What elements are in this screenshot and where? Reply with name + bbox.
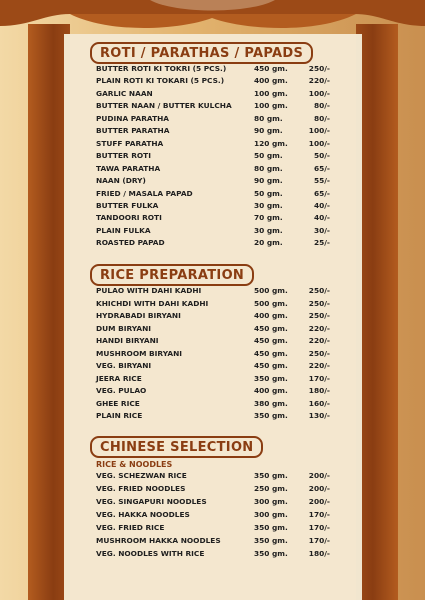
item-name: ROASTED PAPAD [96, 238, 165, 248]
item-name: NAAN (DRY) [96, 176, 146, 186]
menu-item-row [96, 484, 330, 496]
menu-item-row [96, 286, 330, 298]
item-qty: 50 gm. [254, 188, 283, 198]
item-name: VEG. PULAO [96, 386, 147, 395]
item-price: 50/- [313, 151, 330, 161]
item-name: TAWA PARATHA [96, 163, 161, 173]
item-price: 65/- [313, 163, 330, 173]
item-price: 80/- [313, 101, 330, 111]
item-name: HANDI BIRYANI [96, 336, 159, 345]
menu-item-row [96, 497, 330, 509]
item-name: TANDOORI ROTI [96, 213, 162, 223]
menu-item-row [96, 176, 330, 188]
menu-item-row [96, 164, 330, 176]
item-price: 200/- [308, 471, 330, 480]
item-qty: 450 gm. [254, 336, 288, 345]
item-name: PLAIN FULKA [96, 225, 151, 235]
menu-item-row [96, 471, 330, 483]
item-qty: 350 gm. [254, 523, 288, 532]
item-name: VEG. BIRYANI [96, 361, 152, 370]
item-qty: 350 gm. [254, 549, 288, 558]
item-price: 220/- [308, 76, 330, 86]
item-name: GARLIC NAAN [96, 88, 153, 98]
menu-item-row [96, 349, 330, 361]
menu-item-row [96, 536, 330, 548]
menu-item-row [96, 101, 330, 113]
item-qty: 30 gm. [254, 200, 283, 210]
menu-item-row [96, 374, 330, 386]
item-name: STUFF PARATHA [96, 138, 164, 148]
item-name: PULAO WITH DAHI KADHI [96, 286, 202, 295]
subheading-rice-noodles: RICE & NOODLES [96, 460, 173, 469]
item-price: 160/- [308, 398, 330, 408]
item-price: 130/- [308, 411, 330, 420]
item-qty: 350 gm. [254, 411, 288, 420]
item-name: HYDRABADI BIRYANI [96, 311, 181, 320]
menu-item-row [96, 238, 330, 250]
item-name: GHEE RICE [96, 398, 140, 408]
item-price: 100/- [308, 138, 330, 148]
item-name: MUSHROOM BIRYANI [96, 348, 183, 358]
item-price: 40/- [313, 213, 330, 223]
item-name: VEG. SCHEZWAN RICE [96, 471, 187, 480]
item-qty: 500 gm. [254, 298, 288, 308]
menu-item-row [96, 189, 330, 201]
menu-item-row [96, 549, 330, 561]
item-price: 250/- [308, 348, 330, 358]
item-qty: 400 gm. [254, 76, 288, 86]
item-name: VEG. NOODLES WITH RICE [96, 549, 205, 558]
item-qty: 20 gm. [254, 238, 283, 248]
right-pillar [356, 24, 398, 600]
item-qty: 50 gm. [254, 151, 283, 161]
item-name: BUTTER FULKA [96, 200, 159, 210]
item-price: 100/- [308, 88, 330, 98]
menu-item-row [96, 299, 330, 311]
item-qty: 120 gm. [254, 138, 288, 148]
menu-item-row [96, 64, 330, 76]
menu-item-row [96, 399, 330, 411]
item-qty: 100 gm. [254, 101, 288, 111]
item-qty: 450 gm. [254, 323, 288, 333]
item-qty: 350 gm. [254, 536, 288, 545]
item-name: PLAIN ROTI KI TOKARI (5 PCS.) [96, 76, 225, 86]
item-price: 250/- [308, 286, 330, 295]
item-name: VEG. SINGAPURI NOODLES [96, 497, 207, 506]
menu-item-row [96, 226, 330, 238]
item-price: 200/- [308, 497, 330, 506]
item-name: JEERA RICE [96, 373, 142, 383]
item-price: 250/- [308, 298, 330, 308]
item-name: FRIED / MASALA PAPAD [96, 188, 193, 198]
item-qty: 350 gm. [254, 373, 288, 383]
item-price: 250/- [308, 311, 330, 320]
item-price: 65/- [313, 188, 330, 198]
item-qty: 80 gm. [254, 163, 283, 173]
item-price: 250/- [308, 64, 330, 73]
menu-item-row [96, 76, 330, 88]
item-name: PUDINA PARATHA [96, 113, 170, 123]
item-name: BUTTER ROTI [96, 151, 151, 161]
menu-item-row [96, 324, 330, 336]
item-price: 220/- [308, 361, 330, 370]
item-name: VEG. HAKKA NOODLES [96, 510, 190, 519]
item-name: PLAIN RICE [96, 411, 143, 420]
item-price: 180/- [308, 386, 330, 395]
item-qty: 400 gm. [254, 311, 288, 320]
item-price: 170/- [308, 536, 330, 545]
item-price: 220/- [308, 336, 330, 345]
item-qty: 90 gm. [254, 176, 283, 186]
menu-item-row [96, 151, 330, 163]
item-price: 170/- [308, 510, 330, 519]
item-qty: 100 gm. [254, 88, 288, 98]
menu-item-row [96, 411, 330, 423]
item-qty: 380 gm. [254, 398, 288, 408]
item-qty: 350 gm. [254, 471, 288, 480]
menu-item-row [96, 523, 330, 535]
menu-item-row [96, 114, 330, 126]
menu-item-row [96, 213, 330, 225]
item-qty: 400 gm. [254, 386, 288, 395]
item-name: VEG. FRIED RICE [96, 523, 165, 532]
item-price: 30/- [313, 225, 330, 235]
menu-item-row [96, 89, 330, 101]
item-price: 220/- [308, 323, 330, 333]
item-price: 40/- [313, 200, 330, 210]
item-name: DUM BIRYANI [96, 323, 152, 333]
item-price: 55/- [313, 176, 330, 186]
section-title-rice: RICE PREPARATION [90, 264, 254, 286]
item-name: KHICHDI WITH DAHI KADHI [96, 298, 209, 308]
menu-item-row [96, 126, 330, 138]
item-name: BUTTER ROTI KI TOKRI (5 PCS.) [96, 64, 227, 73]
item-name: VEG. FRIED NOODLES [96, 484, 186, 493]
item-price: 100/- [308, 126, 330, 136]
section-title-chinese: CHINESE SELECTION [90, 436, 263, 458]
menu-item-row [96, 311, 330, 323]
section-title-roti: ROTI / PARATHAS / PAPADS [90, 42, 313, 64]
item-qty: 90 gm. [254, 126, 283, 136]
item-price: 80/- [313, 113, 330, 123]
item-price: 25/- [313, 238, 330, 248]
item-qty: 250 gm. [254, 484, 288, 493]
item-qty: 80 gm. [254, 113, 283, 123]
menu-item-row [96, 510, 330, 522]
item-price: 170/- [308, 373, 330, 383]
menu-item-row [96, 361, 330, 373]
menu-item-row [96, 386, 330, 398]
item-qty: 450 gm. [254, 361, 288, 370]
item-qty: 300 gm. [254, 510, 288, 519]
menu-item-row [96, 201, 330, 213]
item-qty: 70 gm. [254, 213, 283, 223]
item-name: BUTTER NAAN / BUTTER KULCHA [96, 101, 232, 111]
right-stripe [356, 34, 362, 600]
item-qty: 30 gm. [254, 225, 283, 235]
item-price: 180/- [308, 549, 330, 558]
item-qty: 500 gm. [254, 286, 288, 295]
item-name: MUSHROOM HAKKA NOODLES [96, 536, 221, 545]
menu-item-row [96, 336, 330, 348]
menu-item-row [96, 139, 330, 151]
item-price: 200/- [308, 484, 330, 493]
item-price: 170/- [308, 523, 330, 532]
item-name: BUTTER PARATHA [96, 126, 170, 136]
item-qty: 450 gm. [254, 348, 288, 358]
item-qty: 450 gm. [254, 64, 288, 73]
item-qty: 300 gm. [254, 497, 288, 506]
